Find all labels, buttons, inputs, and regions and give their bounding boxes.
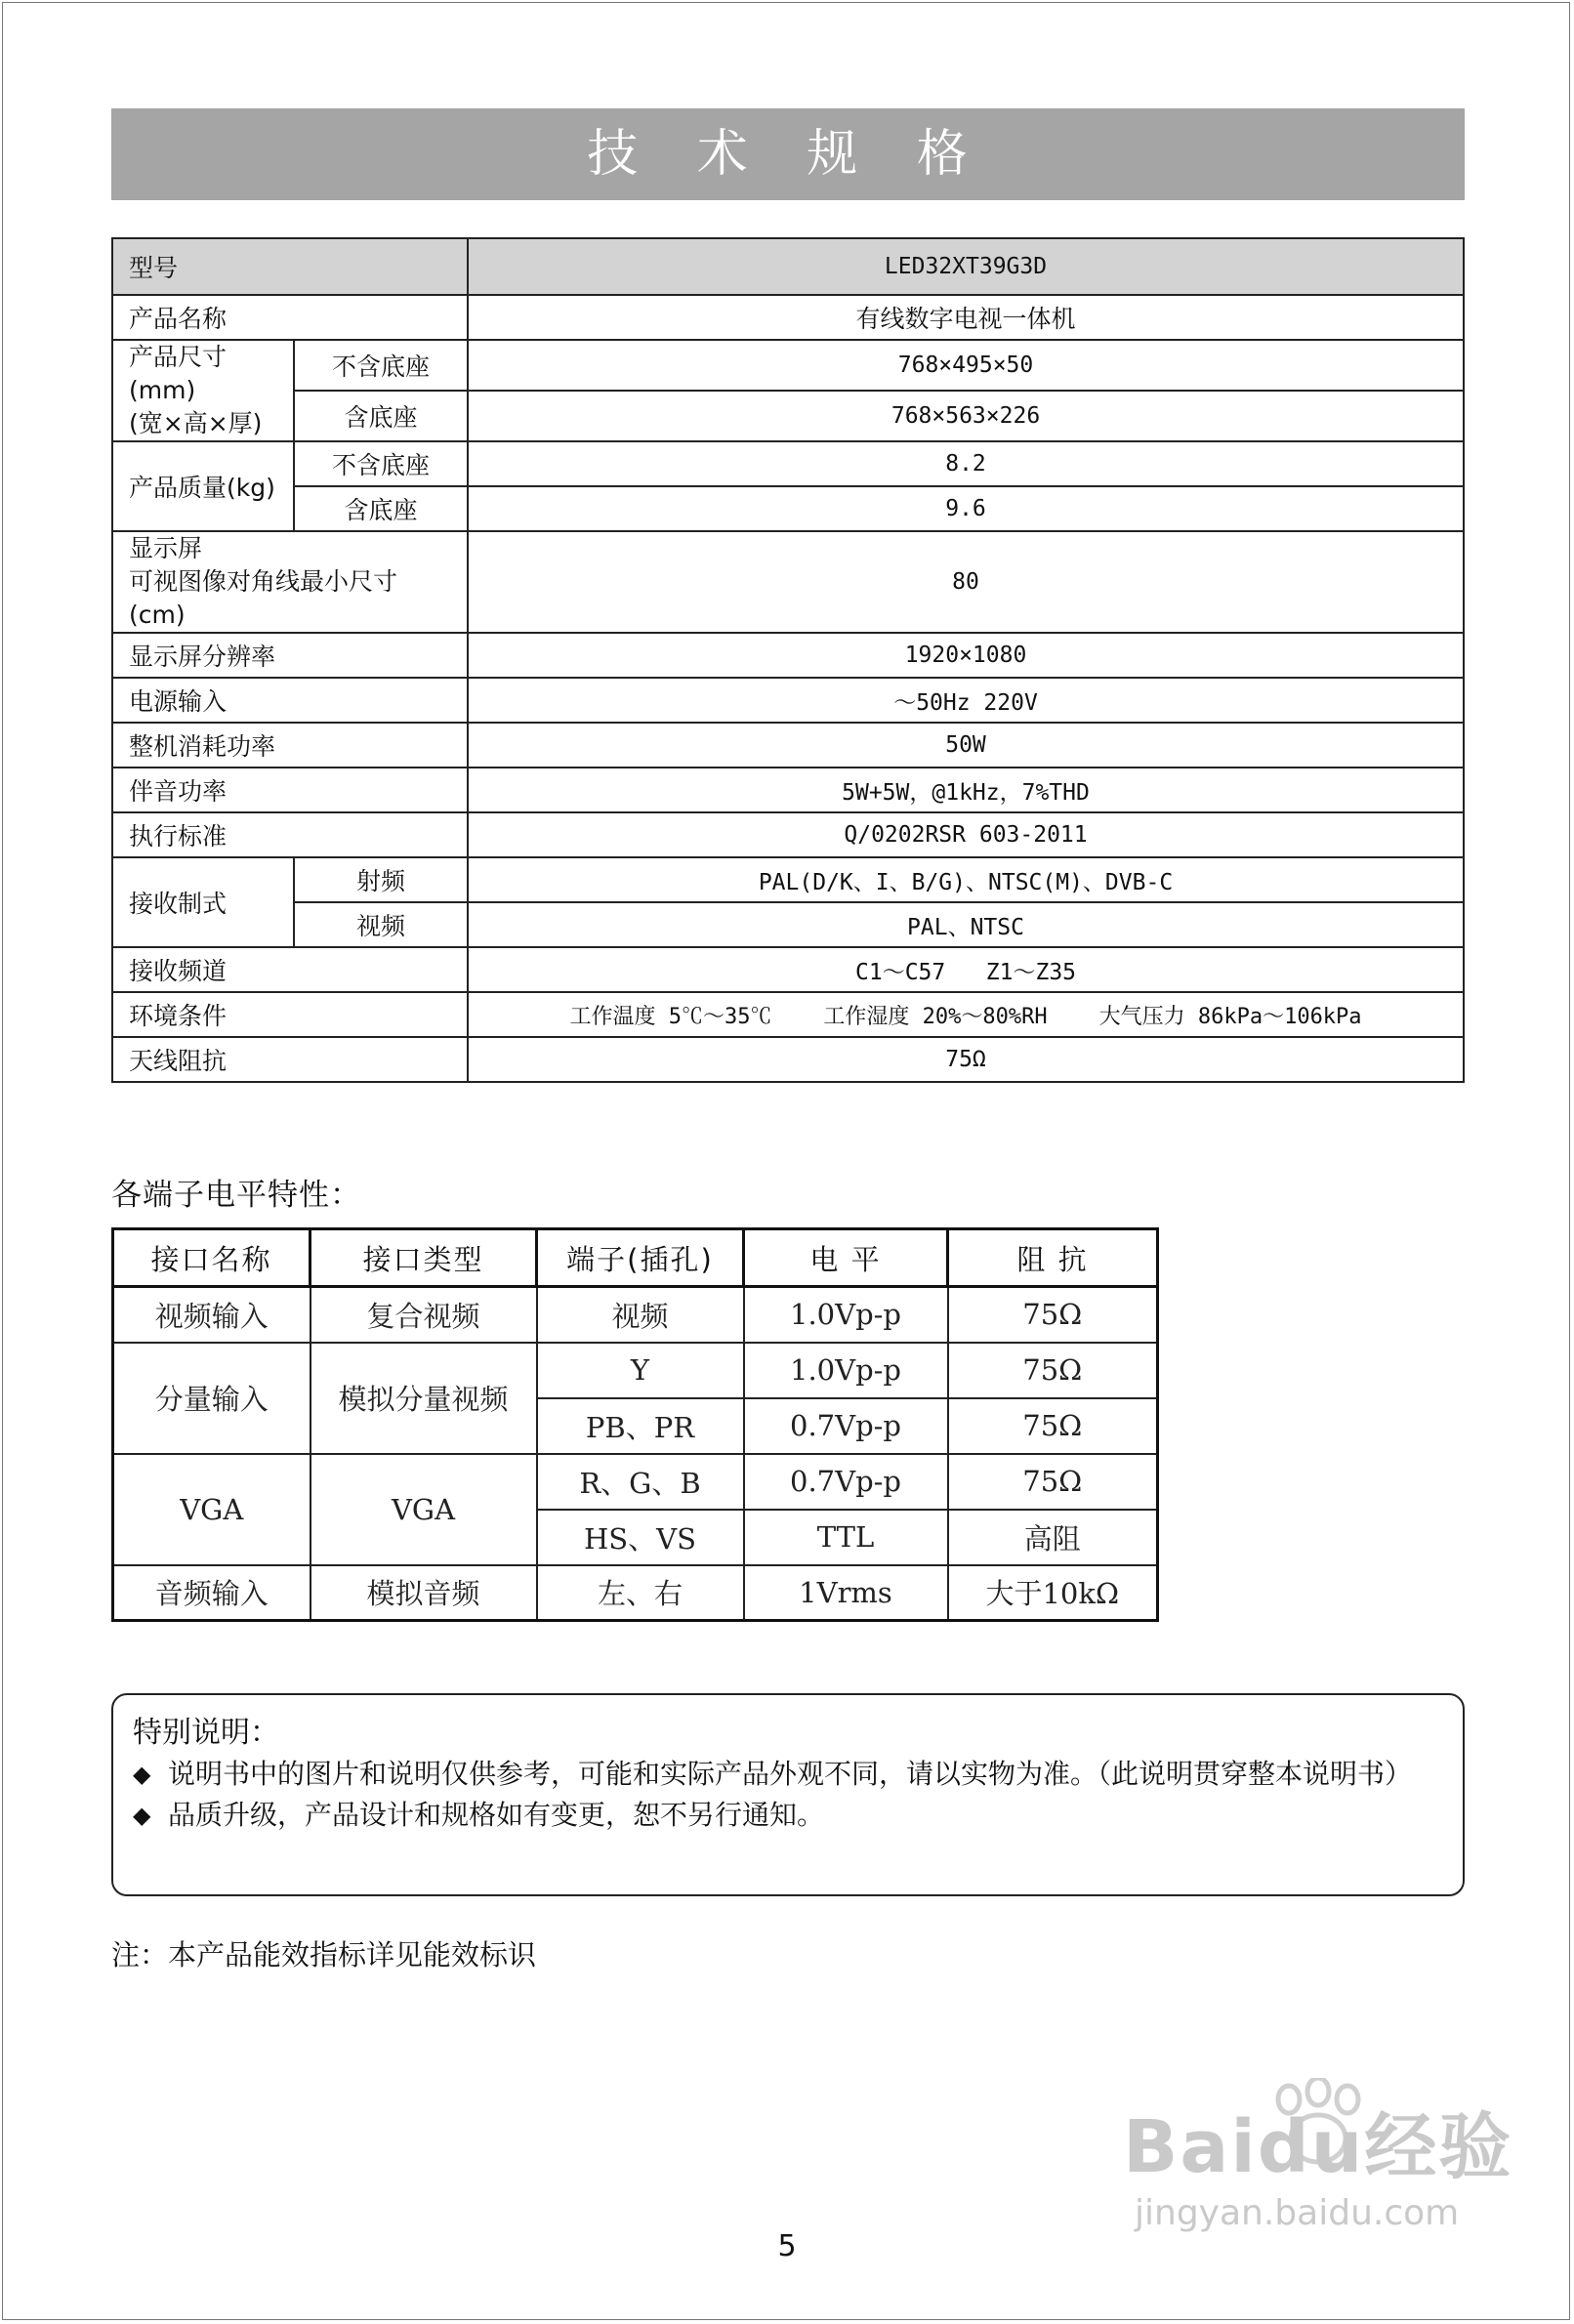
page-title: 技 术 规 格 (111, 108, 1465, 200)
weight-with-stand-label: 含底座 (294, 486, 468, 531)
diamond-bullet-icon: ◆ (133, 1802, 151, 1829)
antenna-impedance-value: 75Ω (468, 1037, 1464, 1082)
environment-value: 工作温度 5℃～35℃ 工作湿度 20%～80%RH 大气压力 86kPa～106kPa (468, 992, 1464, 1037)
resolution-value: 1920×1080 (468, 633, 1464, 678)
table-row (113, 1454, 1158, 1510)
table-row (112, 531, 1464, 633)
audio-input-impedance: 大于10kΩ (948, 1565, 1158, 1621)
footnote: 注：本产品能效指标详见能效标识 (111, 1938, 537, 1971)
audio-power-label: 伴音功率 (112, 768, 468, 812)
video-label: 视频 (294, 902, 468, 947)
table-row (113, 1287, 1158, 1343)
table-row (112, 678, 1464, 723)
component-input-type: 模拟分量视频 (311, 1343, 537, 1454)
baidu-jingyan-watermark (1123, 2090, 1512, 2233)
component-pbpr-impedance: 75Ω (948, 1398, 1158, 1454)
size-without-stand-value: 768×495×50 (468, 340, 1464, 391)
power-input-label: 电源输入 (112, 678, 468, 723)
table-row (112, 633, 1464, 678)
component-y-impedance: 75Ω (948, 1343, 1158, 1398)
size-with-stand-value: 768×563×226 (468, 391, 1464, 441)
weight-with-stand-value: 9.6 (468, 486, 1464, 531)
component-pbpr-level: 0.7Vp-p (744, 1398, 948, 1454)
environment-label: 环境条件 (112, 992, 468, 1037)
vga-sync-terminal: HS、VS (537, 1510, 744, 1565)
video-input-name: 视频输入 (113, 1287, 311, 1343)
size-label: 产品尺寸(mm) (宽×高×厚) (112, 340, 294, 441)
table-row (112, 486, 1464, 531)
weight-without-stand-label: 不含底座 (294, 441, 468, 486)
table-row (112, 340, 1464, 391)
vga-sync-level: TTL (744, 1510, 948, 1565)
power-input-value: ～50Hz 220V (468, 678, 1464, 723)
power-consumption-label: 整机消耗功率 (112, 723, 468, 768)
vga-rgb-level: 0.7Vp-p (744, 1454, 948, 1510)
table-row (112, 441, 1464, 486)
weight-label: 产品质量(kg) (112, 441, 294, 531)
table-row (112, 947, 1464, 992)
audio-input-level: 1Vrms (744, 1565, 948, 1621)
notice-item-text: 说明书中的图片和说明仅供参考，可能和实际产品外观不同，请以实物为准。（此说明贯穿整本说明书） (168, 1758, 1413, 1790)
table-row (112, 1037, 1464, 1082)
table-row (112, 391, 1464, 441)
watermark-brand: Baidu经验 (1123, 2105, 1513, 2189)
component-pbpr-terminal: PB、PR (537, 1398, 744, 1454)
size-with-stand-label: 含底座 (294, 391, 468, 441)
table-row (112, 295, 1464, 340)
reception-label: 接收制式 (112, 857, 294, 947)
rf-label: 射频 (294, 857, 468, 902)
table-row (112, 992, 1464, 1037)
audio-input-type: 模拟音频 (311, 1565, 537, 1621)
component-y-level: 1.0Vp-p (744, 1343, 948, 1398)
channel-label: 接收频道 (112, 947, 468, 992)
special-notice-box (111, 1693, 1465, 1896)
product-name-label: 产品名称 (112, 295, 468, 340)
standard-value: Q/0202RSR 603-2011 (468, 812, 1464, 857)
header-impedance: 阻 抗 (948, 1229, 1158, 1287)
component-y-terminal: Y (537, 1343, 744, 1398)
table-row (112, 723, 1464, 768)
diamond-bullet-icon: ◆ (133, 1761, 151, 1788)
audio-input-name: 音频输入 (113, 1565, 311, 1621)
header-interface-type: 接口类型 (311, 1229, 537, 1287)
standard-label: 执行标准 (112, 812, 468, 857)
screen-size-label: 显示屏 可视图像对角线最小尺寸(cm) (112, 531, 468, 633)
header-level: 电 平 (744, 1229, 948, 1287)
antenna-impedance-label: 天线阻抗 (112, 1037, 468, 1082)
screen-size-value: 80 (468, 531, 1464, 633)
rf-value: PAL(D/K、I、B/G)、NTSC(M)、DVB-C (468, 857, 1464, 902)
table-row (112, 812, 1464, 857)
channel-value: C1～C57 Z1～Z35 (468, 947, 1464, 992)
vga-rgb-impedance: 75Ω (948, 1454, 1158, 1510)
video-input-type: 复合视频 (311, 1287, 537, 1343)
table-row (112, 902, 1464, 947)
video-input-level: 1.0Vp-p (744, 1287, 948, 1343)
size-without-stand-label: 不含底座 (294, 340, 468, 391)
video-input-impedance: 75Ω (948, 1287, 1158, 1343)
vga-rgb-terminal: R、G、B (537, 1454, 744, 1510)
model-label: 型号 (112, 238, 468, 295)
table-row (112, 768, 1464, 812)
product-name-value: 有线数字电视一体机 (468, 295, 1464, 340)
notice-item (133, 1795, 1443, 1836)
terminals-table (111, 1227, 1159, 1622)
table-header-row (113, 1229, 1158, 1287)
vga-sync-impedance: 高阻 (948, 1510, 1158, 1565)
table-row (113, 1343, 1158, 1398)
vga-type: VGA (311, 1454, 537, 1565)
header-interface-name: 接口名称 (113, 1229, 311, 1287)
spec-table (111, 237, 1465, 1083)
watermark-url: jingyan.baidu.com (1135, 2193, 1460, 2233)
audio-power-value: 5W+5W，@1kHz，7%THD (468, 768, 1464, 812)
model-value: LED32XT39G3D (468, 238, 1464, 295)
header-terminal: 端子(插孔) (537, 1229, 744, 1287)
video-value: PAL、NTSC (468, 902, 1464, 947)
table-row (113, 1565, 1158, 1621)
notice-item-text: 品质升级，产品设计和规格如有变更，恕不另行通知。 (168, 1799, 825, 1831)
audio-input-terminal: 左、右 (537, 1565, 744, 1621)
video-input-terminal: 视频 (537, 1287, 744, 1343)
power-consumption-value: 50W (468, 723, 1464, 768)
table-row (112, 857, 1464, 902)
notice-heading: 特别说明： (133, 1716, 279, 1750)
notice-item (133, 1754, 1443, 1795)
terminals-subtitle: 各端子电平特性： (111, 1178, 361, 1213)
resolution-label: 显示屏分辨率 (112, 633, 468, 678)
vga-name: VGA (113, 1454, 311, 1565)
component-input-name: 分量输入 (113, 1343, 311, 1454)
weight-without-stand-value: 8.2 (468, 441, 1464, 486)
page-number: 5 (777, 2229, 797, 2263)
table-row (112, 238, 1464, 295)
